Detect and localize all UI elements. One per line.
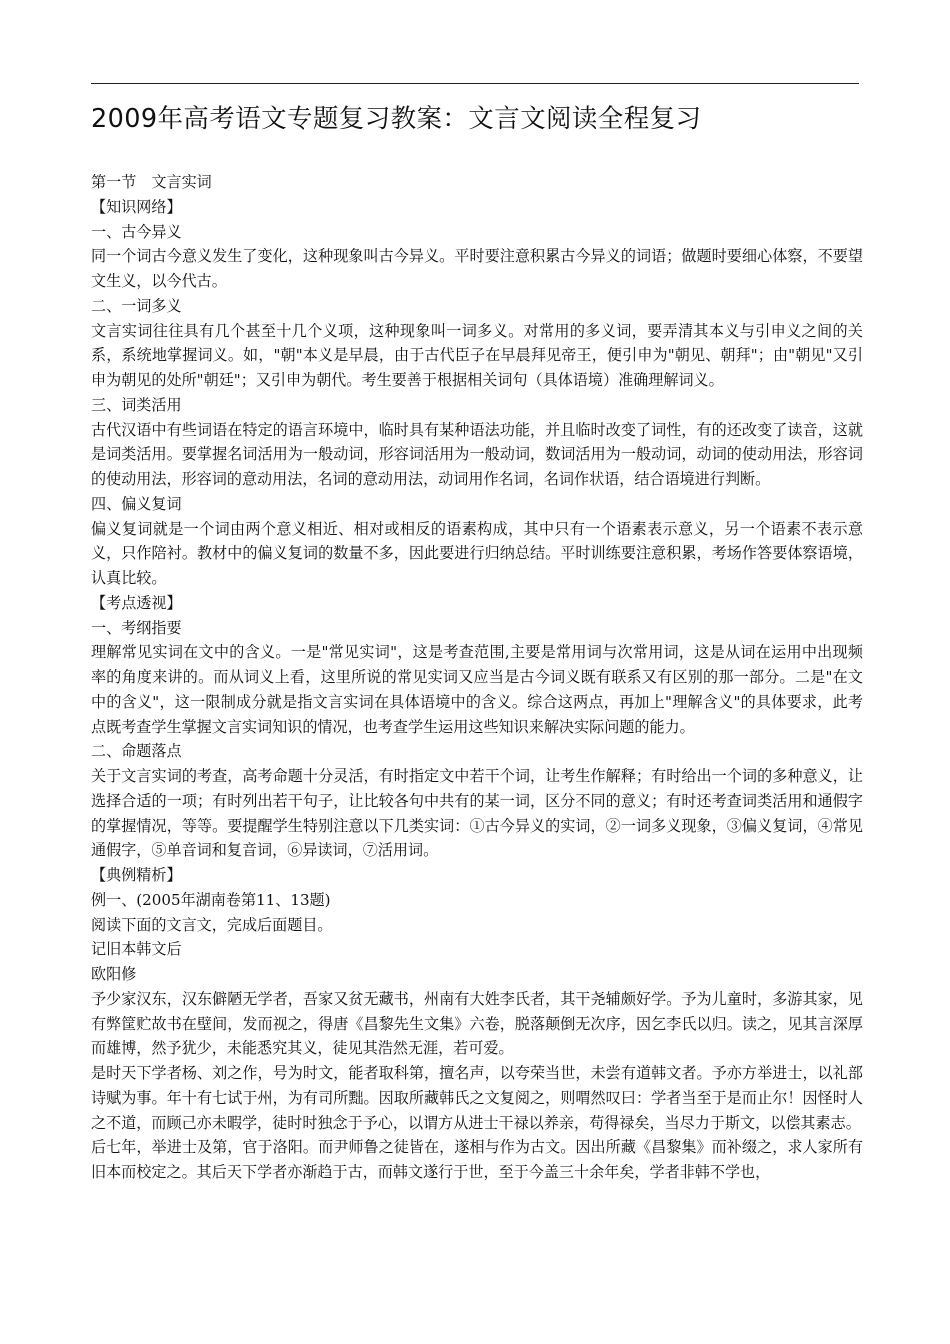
body-paragraph: 关于文言实词的考查，高考命题十分灵活，有时指定文中若干个词，让考生作解释；有时给出一个词的多种意义，让选择合适的一项；有时列出若干句子，让比较各句中共有的某一词，区分不同的意义；有时还考查词类活用和通假字的掌握情况，等等。要提醒学生特别注意以下几类实词：①古今异义的实词，②一词多义现象，③偏义复词，④常见通假字，⑤单音词和复音词，⑥异读词，⑦活用词。 (91, 767, 863, 860)
item-heading (91, 616, 863, 641)
line: 【典例精析】 (91, 866, 182, 884)
line: 二、命题落点 (91, 742, 182, 761)
item-heading (91, 393, 863, 418)
body-paragraph: 理解常见实词在文中的含义。一是"常见实词"，这是考查范围,主要是常用词与次常用词，这是从词在运用中出现频率的角度来讲的。而从词义上看，这里所说的常见实词又应当是古今词义既有联系又有区别的那一部分。二是"在文中的含义"，这一限制成分就是指文言实词在具体语境中的含义。综合这两点，再加上"理解含义"的具体要求，此考点既考查学生掌握文言实词知识的情况，也考查学生运用这些知识来解决实际问题的能力。 (91, 643, 863, 736)
passage-title (91, 937, 863, 962)
item-heading (91, 492, 863, 517)
line: 阅读下面的文言文，完成后面题目。 (91, 915, 333, 934)
line: 三、词类活用 (91, 395, 182, 414)
document-title: 2009年高考语文专题复习教案：文言文阅读全程复习 (91, 104, 702, 134)
passage-paragraph: 予少家汉东，汉东僻陋无学者，吾家又贫无藏书，州南有大姓李氏者，其干尧辅颇好学。予为儿童时，多游其家，见有弊筐贮故书在壁间，发而视之，得唐《昌黎先生文集》六卷，脱落颠倒无次序，因乞李氏以归。读之，见其言深厚而雄博，然予犹少，未能悉究其义，徒见其浩然无涯，若可爱。 (91, 989, 863, 1058)
line: 例一、(2005年湖南卷第11、13题) (91, 890, 331, 909)
line: 一、考纲指要 (91, 618, 182, 637)
line: 一、古今异义 (91, 222, 182, 241)
example-heading (91, 888, 863, 913)
section-heading (91, 170, 863, 195)
instruction-text (91, 913, 863, 938)
item-heading (91, 739, 863, 764)
line: 二、一词多义 (91, 296, 182, 315)
body-paragraph: 古代汉语中有些词语在特定的语言环境中，临时具有某种语法功能，并且临时改变了词性，有的还改变了读音，这就是词类活用。要掌握名词活用为一般动词，形容词活用为一般动词，数词活用为一般动词，动词的使动用法，形容词的使动用法，形容词的意动用法，名词的意动用法，动词用作名词，名词作状语，结合语境进行判断。 (91, 420, 863, 488)
passage-author (91, 962, 863, 987)
line: 欧阳修 (91, 965, 137, 983)
line: 第一节 文言实词 (91, 173, 212, 191)
line: 记旧本韩文后 (91, 940, 182, 959)
passage-paragraph: 后七年，举进士及第，官于洛阳。而尹师鲁之徒皆在，遂相与作为古文。因出所藏《昌黎集》而补缀之，求人家所有旧本而校定之。其后天下学者亦渐趋于古，而韩文遂行于世，至于今盖三十余年矣，学者非韩不学也， (91, 1138, 863, 1181)
document-body (91, 170, 863, 1185)
line: 四、偏义复词 (91, 494, 182, 513)
item-heading (91, 294, 863, 319)
body-paragraph: 同一个词古今意义发生了变化，这种现象叫古今异义。平时要注意积累古今异义的词语；做题时要细心体察，不要望文生义，以今代古。 (91, 247, 863, 290)
line: 【考点透视】 (91, 593, 182, 612)
subsection-heading (91, 591, 863, 616)
subsection-heading (91, 863, 863, 888)
item-heading (91, 220, 863, 245)
passage-paragraph: 是时天下学者杨、刘之作，号为时文，能者取科第，擅名声，以夸荣当世，未尝有道韩文者。予亦方举进士，以礼部诗赋为事。年十有七试于州，为有司所黜。因取所藏韩氏之文复阅之，则喟然叹曰：学者当至于是而止尔！因怪时人之不道，而顾己亦未暇学，徒时时独念于予心，以谓方从进士干禄以养亲，苟得禄矣，当尽力于斯文，以偿其素志。 (91, 1064, 863, 1132)
subsection-heading (91, 195, 863, 220)
header-rule (91, 83, 859, 84)
line: 【知识网络】 (91, 197, 182, 216)
body-paragraph: 文言实词往往具有几个甚至十几个义项，这种现象叫一词多义。对常用的多义词，要弄清其本义与引申义之间的关系，系统地掌握词义。如，"朝"本义是早晨，由于古代臣子在早晨拜见帝王，便引申为"朝见、朝拜"；由"朝见"又引申为朝见的处所"朝廷"；又引申为朝代。考生要善于根据相关词句（具体语境）准确理解词义。 (91, 321, 863, 389)
body-paragraph: 偏义复词就是一个词由两个意义相近、相对或相反的语素构成，其中只有一个语素表示意义，另一个语素不表示意义，只作陪衬。教材中的偏义复词的数量不多，因此要进行归纳总结。平时训练要注意积累，考场作答要体察语境，认真比较。 (91, 519, 863, 587)
